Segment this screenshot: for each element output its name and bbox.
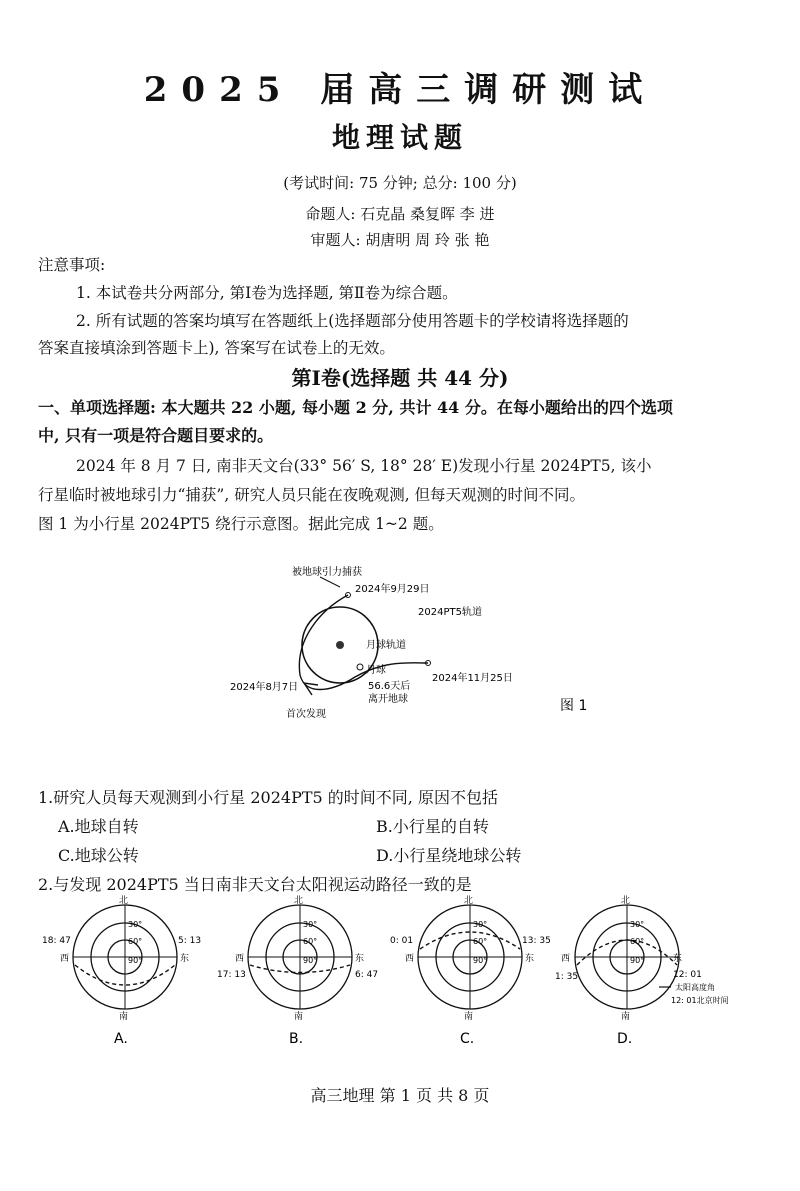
- note-item-1: 1. 本试卷共分两部分, 第Ⅰ卷为选择题, 第Ⅱ卷为综合题。: [76, 284, 458, 302]
- dir-west: 西: [235, 954, 245, 964]
- page-title: 2025 届高三调研测试: [143, 70, 657, 110]
- page-subtitle: 地理试题: [331, 121, 468, 154]
- moon-icon: [357, 664, 363, 670]
- legend-sun-altitude: 太阳高度角: [675, 983, 715, 992]
- section-instruction-1: 一、单项选择题: 本大题共 22 小题, 每小题 2 分, 共计 44 分。在每小题给出的四个选项: [38, 398, 673, 417]
- diagram-label-b: B.: [289, 1031, 304, 1047]
- time-right-a: 5: 13: [178, 936, 202, 946]
- angle-30: 30°: [128, 920, 143, 929]
- dir-east: 东: [180, 954, 190, 964]
- angle-30: 30°: [630, 920, 645, 929]
- q1-stem: 1.研究人员每天观测到小行星 2024PT5 的时间不同, 原因不包括: [38, 788, 498, 807]
- dir-east: 东: [525, 954, 535, 964]
- angle-30: 30°: [303, 920, 318, 929]
- note-item-2-cont: 答案直接填涂到答题卡上), 答案写在试卷上的无效。: [38, 339, 395, 357]
- q2-diagram-a: [40, 895, 210, 1050]
- section-instruction-2: 中, 只有一项是符合题目要求的。: [38, 426, 274, 445]
- diagram-label-c: C.: [460, 1031, 475, 1047]
- q1-option-c: C.地球公转: [58, 846, 139, 865]
- fig-moon-orbit: 月球轨道: [366, 640, 406, 651]
- angle-90: 90°: [473, 956, 488, 965]
- fig-first-found: 首次发现: [286, 709, 326, 720]
- angle-90: 90°: [128, 956, 143, 965]
- dir-west: 西: [405, 954, 415, 964]
- time-left-b: 17: 13: [217, 970, 246, 980]
- dir-north: 北: [464, 896, 474, 906]
- note-item-2: 2. 所有试题的答案均填写在答题纸上(选择题部分使用答题卡的学校请将选择题的: [76, 312, 629, 330]
- captured-pointer: [320, 577, 340, 587]
- dir-north: 北: [119, 896, 129, 906]
- authors: 命题人: 石克晶 桑复晖 李 进: [305, 205, 495, 223]
- fig-orbit-label: 2024PT5轨道: [418, 607, 482, 618]
- time-left-d: 1: 35: [555, 972, 579, 982]
- time-right-b: 6: 47: [355, 970, 379, 980]
- angle-60: 60°: [128, 937, 143, 946]
- reviewers: 审题人: 胡唐明 周 玲 张 艳: [310, 231, 490, 249]
- q2-diagram-c: [390, 895, 560, 1050]
- dir-west: 西: [561, 954, 571, 964]
- dir-east: 东: [355, 954, 365, 964]
- q2-diagram-d: [555, 895, 795, 1050]
- dir-north: 北: [621, 896, 631, 906]
- fig-days-2: 离开地球: [368, 694, 408, 705]
- diagram-label-d: D.: [617, 1031, 633, 1047]
- page-footer: 高三地理 第 1 页 共 8 页: [310, 1086, 490, 1105]
- angle-60: 60°: [630, 937, 645, 946]
- section-title: 第Ⅰ卷(选择题 共 44 分): [291, 366, 509, 390]
- dir-south: 南: [464, 1012, 474, 1022]
- q1-option-b: B.小行星的自转: [376, 817, 489, 836]
- angle-30: 30°: [473, 920, 488, 929]
- q2-stem: 2.与发现 2024PT5 当日南非天文台太阳视运动路径一致的是: [38, 875, 472, 894]
- time-left-a: 18: 47: [42, 936, 71, 946]
- passage-line-1: 2024 年 8 月 7 日, 南非天文台(33° 56′ S, 18° 28′ E)发现小行星 2024PT5, 该小: [76, 457, 652, 475]
- time-right-c: 13: 35: [522, 936, 551, 946]
- earth-icon: [336, 641, 344, 649]
- fig-date-sep: 2024年9月29日: [355, 584, 430, 595]
- fig-date-nov: 2024年11月25日: [432, 673, 513, 684]
- passage-line-2: 行星临时被地球引力“捕获”, 研究人员只能在夜晚观测, 但每天观测的时间不同。: [38, 486, 586, 504]
- fig-caption: 图 1: [560, 698, 588, 714]
- q2-diagram-b: [215, 895, 385, 1050]
- dir-south: 南: [294, 1012, 304, 1022]
- dir-south: 南: [119, 1012, 129, 1022]
- fig-captured: 被地球引力捕获: [292, 567, 362, 578]
- angle-60: 60°: [473, 937, 488, 946]
- passage-line-3: 图 1 为小行星 2024PT5 绕行示意图。据此完成 1~2 题。: [38, 515, 444, 533]
- q1-option-d: D.小行星绕地球公转: [376, 846, 522, 865]
- fig-moon: 月球: [366, 665, 386, 676]
- fig-date-aug: 2024年8月7日: [230, 682, 299, 693]
- angle-90: 90°: [630, 956, 645, 965]
- dir-west: 西: [60, 954, 70, 964]
- legend-beijing-time: 12: 01北京时间: [671, 996, 729, 1005]
- angle-60: 60°: [303, 937, 318, 946]
- diagram-label-a: A.: [114, 1031, 128, 1047]
- dir-south: 南: [621, 1012, 631, 1022]
- figure-1-orbit-diagram: [200, 555, 620, 730]
- dir-north: 北: [294, 896, 304, 906]
- time-left-c: 0: 01: [390, 936, 414, 946]
- time-right-d: 12: 01: [673, 970, 702, 980]
- angle-90: 90°: [303, 956, 318, 965]
- q1-option-a: A.地球自转: [58, 817, 139, 836]
- fig-days-1: 56.6天后: [368, 681, 411, 692]
- exam-info: (考试时间: 75 分钟; 总分: 100 分): [283, 174, 517, 192]
- notes-heading: 注意事项:: [38, 256, 106, 274]
- dir-east: 东: [673, 954, 683, 964]
